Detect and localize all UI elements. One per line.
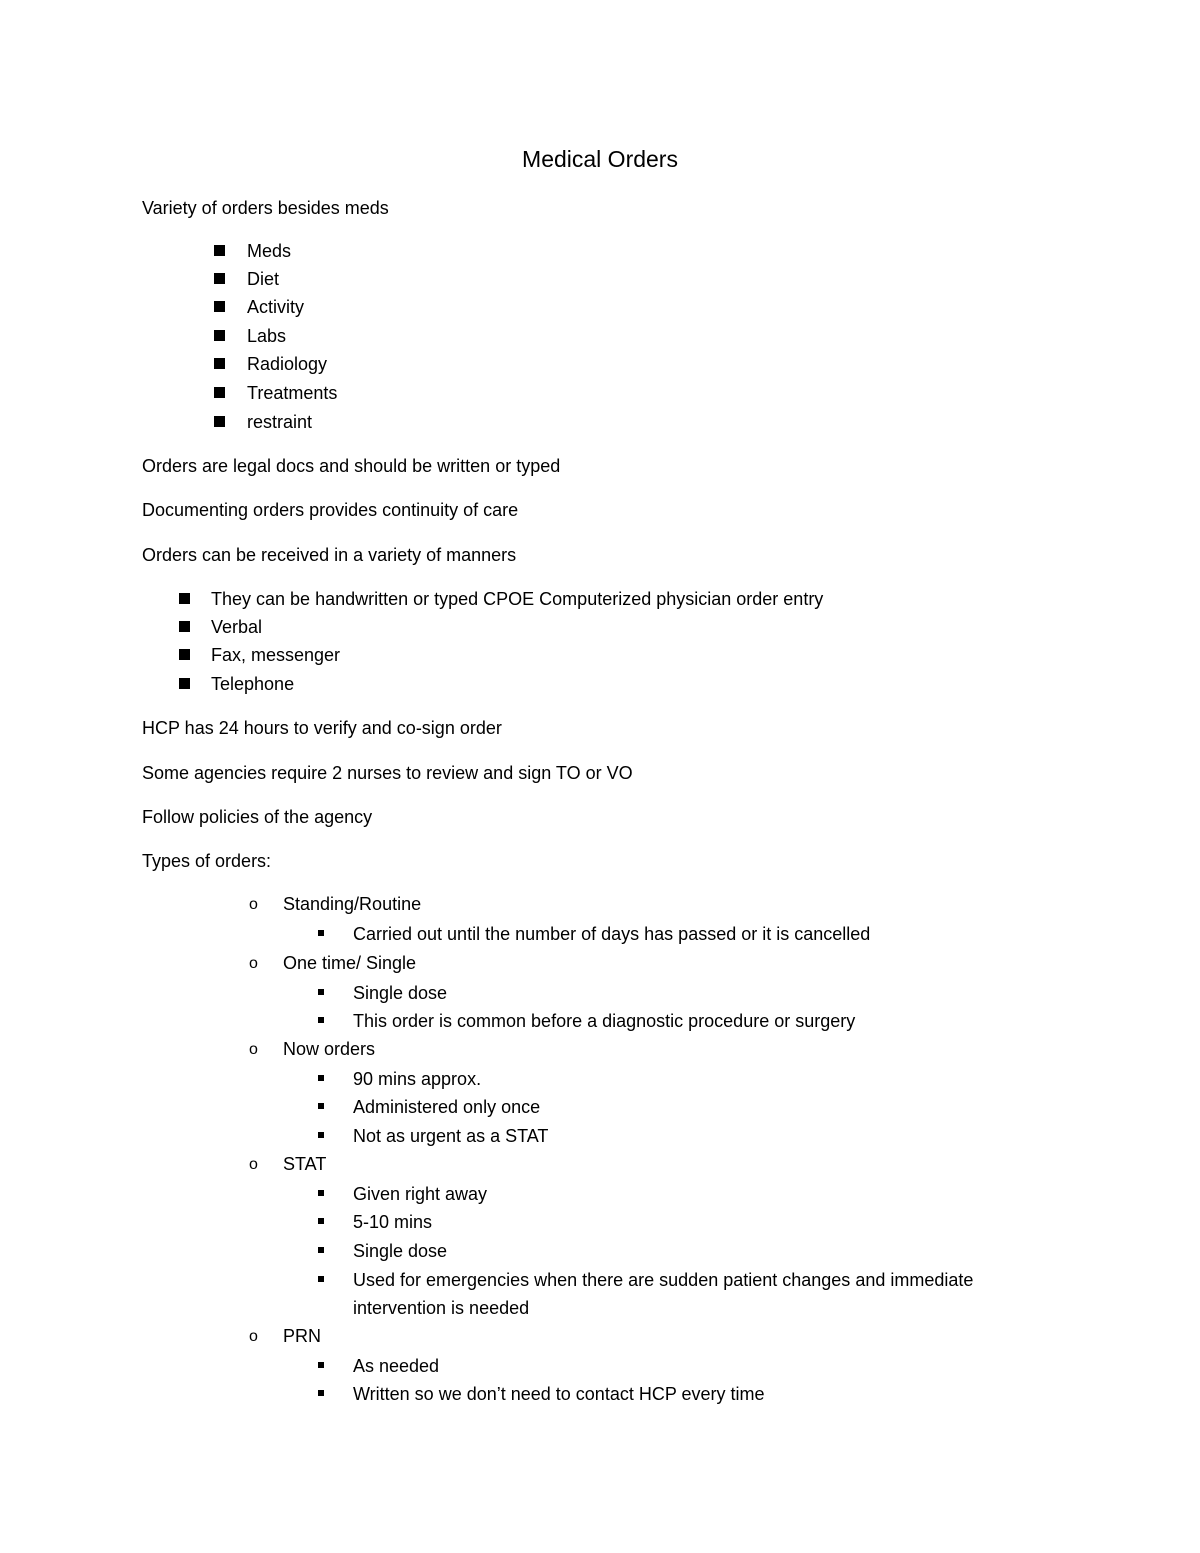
small-square-bullet-icon xyxy=(318,1362,324,1368)
order-type-name: One time/ Single xyxy=(283,953,417,973)
list-item: Verbal xyxy=(211,617,263,637)
outline-bullet: o xyxy=(249,1041,258,1058)
list-item: Diet xyxy=(247,269,280,289)
square-bullet-icon xyxy=(214,358,225,369)
order-type-detail: 5-10 mins xyxy=(353,1212,433,1232)
paragraph: Some agencies require 2 nurses to review and sign TO or VO xyxy=(142,763,633,783)
order-type-name: STAT xyxy=(283,1154,327,1174)
square-bullet-icon xyxy=(179,621,190,632)
paragraph: Orders are legal docs and should be written or typed xyxy=(142,456,561,476)
small-square-bullet-icon xyxy=(318,1276,324,1282)
square-bullet-icon xyxy=(214,330,225,341)
list-item: Radiology xyxy=(247,354,328,374)
outline-bullet: o xyxy=(249,1156,258,1173)
order-type-detail: Given right away xyxy=(353,1184,488,1204)
small-square-bullet-icon xyxy=(318,930,324,936)
list-item: Telephone xyxy=(211,674,295,694)
list-item: They can be handwritten or typed CPOE Computerized physician order entry xyxy=(211,589,824,609)
small-square-bullet-icon xyxy=(318,1218,324,1224)
outline-bullet: o xyxy=(249,955,258,972)
small-square-bullet-icon xyxy=(318,1247,324,1253)
outline-bullet: o xyxy=(249,1328,258,1345)
square-bullet-icon xyxy=(214,301,225,312)
list-item: Activity xyxy=(247,297,305,317)
order-type-name: PRN xyxy=(283,1326,322,1346)
order-type-detail: Used for emergencies when there are sudden patient changes and immediate xyxy=(353,1270,974,1290)
small-square-bullet-icon xyxy=(318,989,324,995)
order-type-detail: As needed xyxy=(353,1356,440,1376)
order-type-detail: Administered only once xyxy=(353,1097,541,1117)
small-square-bullet-icon xyxy=(318,1190,324,1196)
order-type-detail: Written so we don’t need to contact HCP every time xyxy=(353,1384,765,1404)
square-bullet-icon xyxy=(214,245,225,256)
list-item: Fax, messenger xyxy=(211,645,341,665)
paragraph: Types of orders: xyxy=(142,851,272,871)
order-type-detail: Single dose xyxy=(353,1241,448,1261)
small-square-bullet-icon xyxy=(318,1132,324,1138)
order-type-detail: Not as urgent as a STAT xyxy=(353,1126,549,1146)
page-title: Medical Orders xyxy=(522,146,678,172)
paragraph: HCP has 24 hours to verify and co-sign order xyxy=(142,718,502,738)
list-item: Meds xyxy=(247,241,292,261)
square-bullet-icon xyxy=(179,593,190,604)
order-type-detail-continuation: intervention is needed xyxy=(353,1298,530,1318)
paragraph: Follow policies of the agency xyxy=(142,807,373,827)
square-bullet-icon xyxy=(214,416,225,427)
list-item: Labs xyxy=(247,326,287,346)
outline-bullet: o xyxy=(249,896,258,913)
square-bullet-icon xyxy=(214,387,225,398)
order-type-name: Now orders xyxy=(283,1039,376,1059)
small-square-bullet-icon xyxy=(318,1017,324,1023)
order-type-detail: Single dose xyxy=(353,983,448,1003)
small-square-bullet-icon xyxy=(318,1390,324,1396)
square-bullet-icon xyxy=(179,649,190,660)
order-type-name: Standing/Routine xyxy=(283,894,422,914)
order-type-detail: Carried out until the number of days has passed or it is cancelled xyxy=(353,924,871,944)
list-item: Treatments xyxy=(247,383,338,403)
list-item: restraint xyxy=(247,412,313,432)
paragraph: Documenting orders provides continuity of care xyxy=(142,500,519,520)
order-type-detail: 90 mins approx. xyxy=(353,1069,482,1089)
square-bullet-icon xyxy=(179,678,190,689)
order-type-detail: This order is common before a diagnostic procedure or surgery xyxy=(353,1011,856,1031)
square-bullet-icon xyxy=(214,273,225,284)
intro-paragraph: Variety of orders besides meds xyxy=(142,198,389,218)
paragraph: Orders can be received in a variety of manners xyxy=(142,545,517,565)
small-square-bullet-icon xyxy=(318,1103,324,1109)
small-square-bullet-icon xyxy=(318,1075,324,1081)
